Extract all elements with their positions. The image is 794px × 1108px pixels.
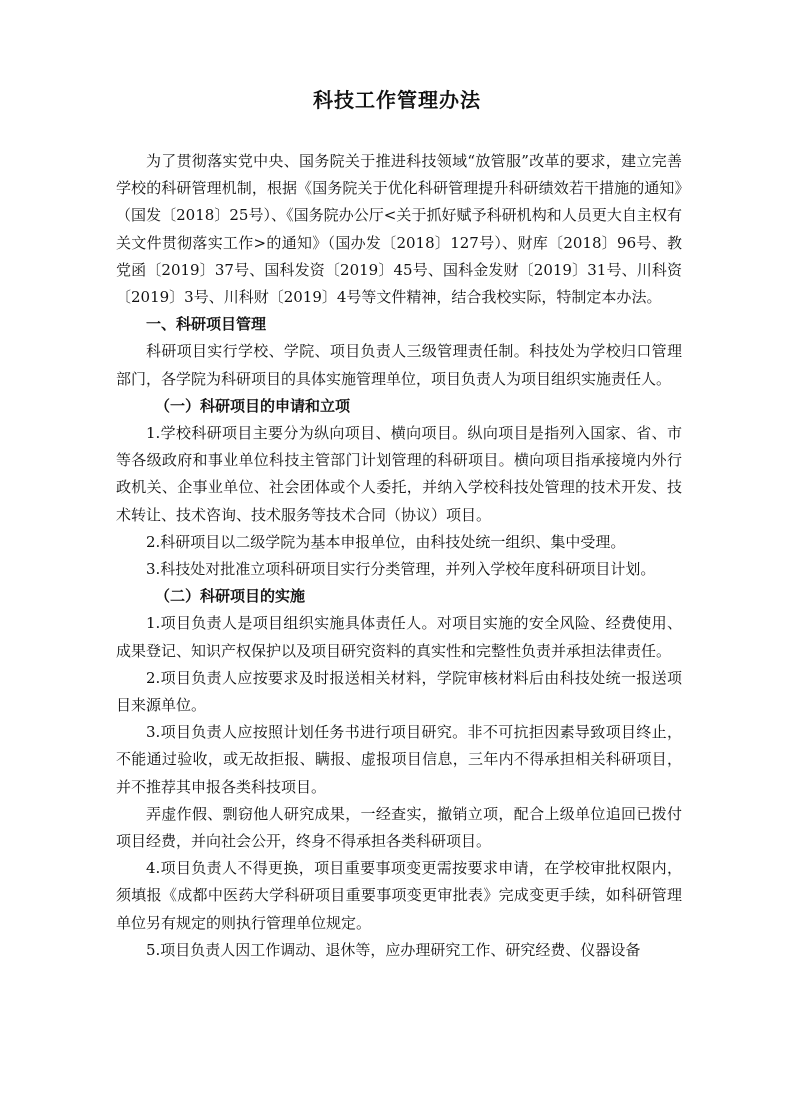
document-body bbox=[116, 148, 682, 964]
sub1-paragraph-1: 1.学校科研项目主要分为纵向项目、横向项目。纵向项目是指列入国家、省、市等各级政府和事业单位科技主管部门计划管理的科研项目。横向项目指承接境内外行政机关、企事业单位、社会团体或个人委托，并纳入学校科技处管理的技术开发、技术转让、技术咨询、技术服务等技术合同（协议）项目。 bbox=[116, 424, 682, 524]
sub2-paragraph-5: 4.项目负责人不得更换，项目重要事项变更需按要求申请，在学校审批权限内，须填报《成都中医药大学科研项目重要事项变更审批表》完成变更手续，如科研管理单位另有规定的则执行管理单位规定。 bbox=[116, 859, 682, 932]
sub2-paragraph-1: 1.项目负责人是项目组织实施具体责任人。对项目实施的安全风险、经费使用、成果登记、知识产权保护以及项目研究资料的真实性和完整性负责并承担法律责任。 bbox=[116, 614, 682, 660]
sub1-paragraph-3: 3.科技处对批准立项科研项目实行分类管理，并列入学校年度科研项目计划。 bbox=[146, 560, 656, 579]
sub2-paragraph-2: 2.项目负责人应按要求及时报送相关材料，学院审核材料后由科技处统一报送项目来源单位。 bbox=[116, 668, 682, 715]
section1-paragraph: 科研项目实行学校、学院、项目负责人三级管理责任制。科技处为学校归口管理部门，各学院为科研项目的具体实施管理单位，项目负责人为项目组织实施责任人。 bbox=[116, 342, 682, 388]
section-heading-research-project-management: 一、科研项目管理 bbox=[146, 315, 267, 334]
sub2-paragraph-6: 5.项目负责人因工作调动、退休等，应办理研究工作、研究经费、仪器设备 bbox=[146, 940, 641, 959]
subsection-heading-implementation: （二）科研项目的实施 bbox=[155, 587, 306, 606]
sub1-paragraph-2: 2.科研项目以二级学院为基本申报单位，由科技处统一组织、集中受理。 bbox=[146, 532, 626, 551]
subsection-heading-application: （一）科研项目的申请和立项 bbox=[155, 396, 351, 415]
intro-paragraph: 为了贯彻落实党中央、国务院关于推进科技领域“放管服”改革的要求，建立完善学校的科研管理机制，根据《国务院关于优化科研管理提升科研绩效若干措施的通知》（国发〔2018〕25号）、《国务院办公厅<关于抓好赋予科研机构和人员更大自主权有关文件贯彻落实工作>的通知》（国办发〔2018〕127号）、财库〔2018〕96号、教党函〔2019〕37号、国科发资〔2019〕45号、国科金发财〔2019〕31号、川科资〔2019〕3号、川科财〔2019〕4号等文件精神，结合我校实际，特制定本办法。 bbox=[116, 152, 682, 307]
sub2-paragraph-4: 弄虚作假、剽窃他人研究成果，一经查实，撤销立项，配合上级单位追回已拨付项目经费，并向社会公开，终身不得承担各类科研项目。 bbox=[116, 804, 682, 851]
document-title: 科技工作管理办法 bbox=[313, 88, 481, 112]
sub2-paragraph-3: 3.项目负责人应按照计划任务书进行项目研究。非不可抗拒因素导致项目终止，不能通过验收，或无故拒报、瞒报、虚报项目信息，三年内不得承担相关科研项目，并不推荐其申报各类科技项目。 bbox=[116, 723, 682, 796]
